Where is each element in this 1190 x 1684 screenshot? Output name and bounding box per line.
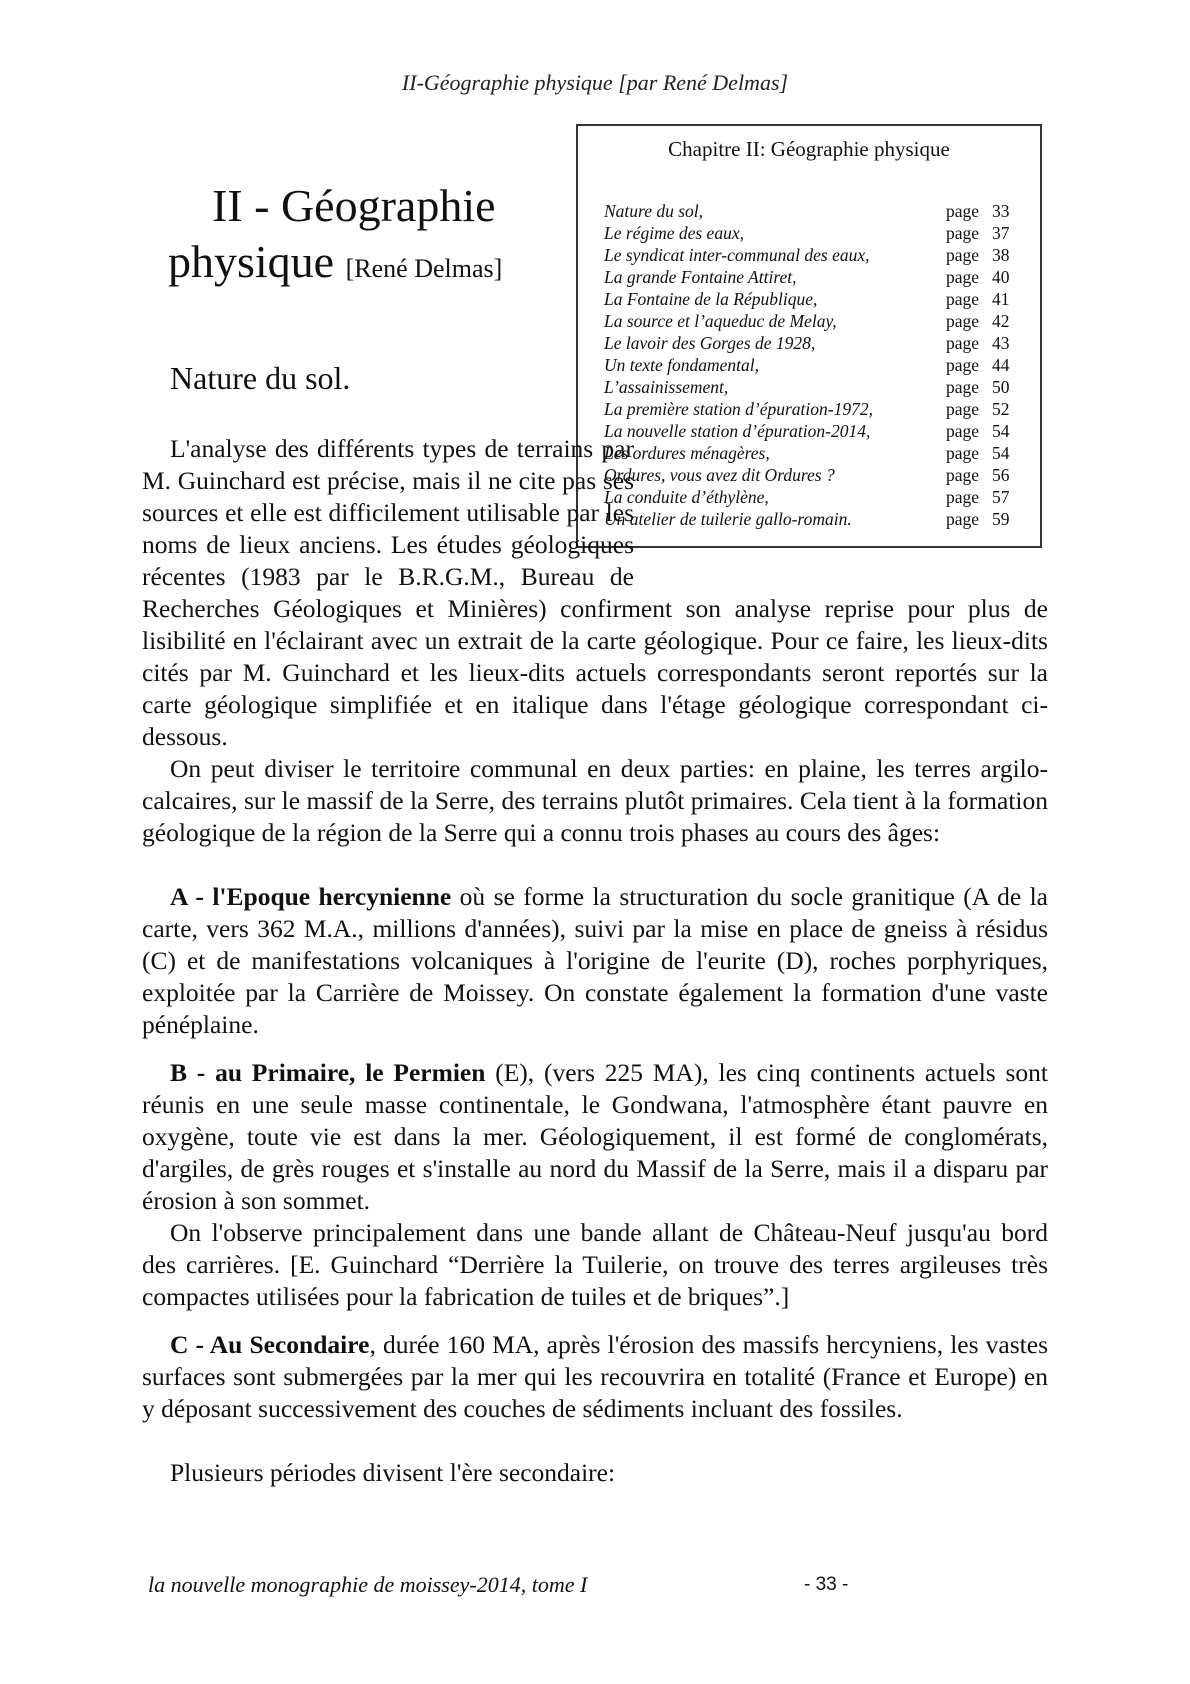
toc-entry-page-word: page [946,355,980,375]
toc-entry [604,200,1024,222]
toc-title: Chapitre II: Géographie physique [668,137,950,161]
toc-entry-label: Le lavoir des Gorges de 1928, [604,333,816,353]
paragraph-epoch-b-text: (E), (vers 225 MA), les cinq continents actuels sont réunis en une seule masse continentale, le Gondwana, l'atmosphère étant pauvre en oxygène, toute vie est dans la mer. Géologiquement, il est formé de conglomérats, d'argiles, de grès rouges et s'installe au nord du Massif de la Serre, mais il a disparu par érosion à son sommet. [142,1058,1049,1215]
toc-entry-label: Le syndicat inter-communal des eaux, [604,245,870,265]
running-head: II-Géographie physique [par René Delmas] [401,70,789,95]
toc-entry-page-number: 50 [992,377,1010,397]
toc-entry-page [946,332,1010,354]
paragraph-intro-text: L'analyse des différents types de terrains par M. Guinchard est précise, mais il ne cite pas ses sources et elle est difficilement utilisable par les noms de lieux anciens. Les études géologiques récentes (1983 par le B.R.G.M., Bureau de Recherches Géologiques et Minières) confirment son analyse reprise pour plus de lisibilité en l'éclairant avec un extrait de la carte géologique. Pour ce faire, les lieux-dits cités par M. Guinchard et les lieux-dits actuels correspondants seront reportés sur la carte géologique simplifiée et en italique dans l'étage géologique correspondant ci-dessous. [142,434,1048,751]
toc-entry-page-word: page [946,399,980,419]
paragraph-periods: Plusieurs périodes divisent l'ère secondaire: [170,1458,616,1487]
toc-entry [604,266,1024,288]
toc-entry-page [946,200,1010,222]
toc-entry-page-word: page [946,223,980,243]
toc-entry [604,398,1024,420]
paragraph-epoch-a-text: où se forme la structuration du socle granitique (A de la carte, vers 362 M.A., millions d'années), suivi par la mise en place de gneiss à résidus (C) et de manifestations volcaniques à l'origine de l'eurite (D), roches porphyriques, exploitée par la Carrière de Moissey. On constate également la formation d'une vaste pénéplaine. [142,882,1049,1039]
toc-entry-page [946,398,1010,420]
chapter-author: [René Delmas] [345,254,503,283]
toc-entry-page [946,376,1010,398]
toc-entry-label: Ordures, vous avez dit Ordures ? [604,465,835,485]
toc-entry-page-number: 44 [992,355,1010,375]
toc-entry-page-number: 59 [992,509,1010,529]
toc-entry-page-word: page [946,333,980,353]
toc-entry-label: La conduite d’éthylène, [604,487,769,507]
toc-entry-page-number: 54 [992,421,1010,441]
toc-entry-label: La première station d’épuration-1972, [604,399,873,419]
toc-entry-page-number: 37 [992,223,1010,243]
toc-entry-page-word: page [946,245,980,265]
paragraph-epoch-b [142,1057,1048,1217]
toc-entry-label: Le régime des eaux, [604,223,744,243]
toc-entry-page [946,222,1010,244]
toc-entry [604,376,1024,398]
toc-entry-page [946,288,1010,310]
section-heading: Nature du sol. [170,360,351,396]
toc-entry-page-word: page [946,465,980,485]
toc-entry-page-word: page [946,311,980,331]
toc-entry-page-word: page [946,443,980,463]
toc-entry-page-number: 52 [992,399,1010,419]
paragraph-epoch-b-observation: On l'observe principalement dans une bande allant de Château-Neuf jusqu'au bord des carrières. [E. Guinchard “Derrière la Tuilerie, on trouve des terres argileuses très compactes utilisées pour la fabrication de tuiles et de briques”.] [142,1218,1048,1311]
toc-entry-page-number: 33 [992,201,1010,221]
toc-entry [604,332,1024,354]
toc-entry-label: La Fontaine de la République, [604,289,818,309]
toc-entry-page-word: page [946,377,980,397]
toc-entry-page-word: page [946,201,980,221]
toc-entry-label: Un atelier de tuilerie gallo-romain. [604,509,852,529]
toc-entry-page-number: 54 [992,443,1010,463]
chapter-title-line2: physique [168,236,335,287]
toc-entry [604,222,1024,244]
toc-entry-page-word: page [946,509,980,529]
chapter-title [168,178,548,297]
paragraph-divisions: On peut diviser le territoire communal en deux parties: en plaine, les terres argilo-calcaires, sur le massif de la Serre, des terrains plutôt primaires. Cela tient à la formation géologique de la région de la Serre qui a connu trois phases au cours des âges: [142,754,1048,847]
toc-entry-page-word: page [946,421,980,441]
toc-entry [604,288,1024,310]
paragraph-intro [142,433,1048,753]
toc-entry-label: La nouvelle station d’épuration-2014, [604,421,871,441]
toc-entry-page [946,354,1010,376]
footer-publication: la nouvelle monographie de moissey-2014, tome I [148,1572,588,1597]
toc-entry-label: L’assainissement, [604,377,729,397]
toc-entry-label: La source et l’aqueduc de Melay, [604,311,837,331]
paragraph-epoch-c-text: , durée 160 MA, après l'érosion des massifs hercyniens, les vastes surfaces sont submergées par la mer qui les recouvrira en totalité (France et Europe) en y déposant successivement des couches de sédiments incluant des fossiles. [142,1330,1048,1423]
toc-entry [604,310,1024,332]
toc-entry-page-word: page [946,487,980,507]
footer-page-number: - 33 - [804,1574,849,1595]
toc-entry-page-word: page [946,267,980,287]
toc-entry-label: Les ordures ménagères, [604,443,770,463]
toc-entry [604,244,1024,266]
toc-entry-page-number: 42 [992,311,1010,331]
toc-entry-page [946,244,1010,266]
toc-entry-label: Un texte fondamental, [604,355,760,375]
toc-entry-page [946,310,1010,332]
toc-entry-page [946,266,1010,288]
paragraph-epoch-a [142,881,1048,1041]
toc-entry-label: Nature du sol, [604,201,704,221]
toc-entry-page-number: 40 [992,267,1010,287]
toc-entry-page-number: 56 [992,465,1010,485]
paragraph-epoch-a-heading: A - l'Epoque hercynienne [170,882,452,911]
paragraph-epoch-c-heading: C - Au Secondaire [170,1330,370,1359]
toc-entry-page-number: 43 [992,333,1010,353]
paragraph-epoch-b-heading: B - au Primaire, le Permien [170,1058,486,1087]
chapter-title-line1: II - Géographie [212,180,496,231]
toc-entry-page-number: 41 [992,289,1010,309]
toc-entry-page-number: 38 [992,245,1010,265]
toc-entry-page-word: page [946,289,980,309]
toc-entry-page-number: 57 [992,487,1010,507]
paragraph-epoch-c [142,1329,1048,1425]
toc-entry-label: La grande Fontaine Attiret, [604,267,797,287]
toc-entry [604,354,1024,376]
